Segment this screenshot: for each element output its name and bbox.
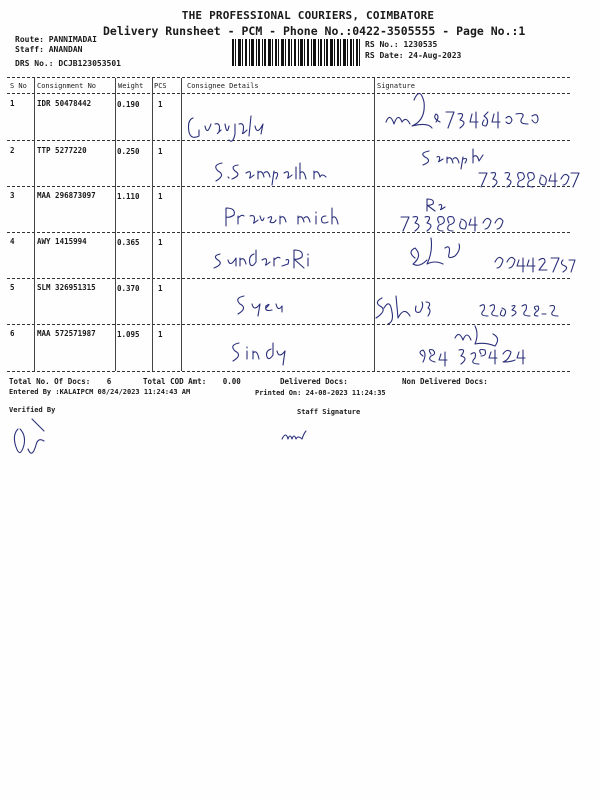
drs-value: DCJB123053501 [58,59,121,68]
table-top-rule [7,77,570,78]
column-divider [34,78,35,371]
cell-consignment: IDR 50478442 [37,99,92,108]
cell-weight: 1.095 [117,330,140,339]
cell-weight: 1.110 [117,192,140,201]
printed-on: Printed On: 24-08-2023 11:24:35 [255,389,386,397]
total-cod-label: Total COD Amt: [143,377,207,386]
signature-mark [380,82,560,140]
cell-consignment: SLM 326951315 [37,283,96,292]
column-divider [115,78,116,371]
col-header-consignment: Consignment No [37,82,97,90]
cell-pcs: 1 [158,100,163,109]
column-divider [152,78,153,371]
cell-pcs: 1 [158,284,163,293]
route-value: PANNIMADAI [48,35,97,44]
signature-mark [415,324,560,374]
consignee-handwriting [210,244,360,274]
signature-mark [405,234,575,279]
cell-sno: 2 [10,146,15,155]
cell-weight: 0.250 [117,147,140,156]
verified-signature [10,415,50,463]
cell-weight: 0.365 [117,238,140,247]
total-cod-value: 0.00 [222,377,241,386]
route-label: Route: [15,35,44,44]
staff-line [15,45,82,54]
staff-label: Staff: [15,45,44,54]
signature-mark [395,195,540,235]
consignee-handwriting [225,337,315,367]
staff-signature-label: Staff Signature [297,408,361,416]
total-docs-value: 6 [106,377,112,386]
route-line [15,35,97,44]
rs-no-line [365,40,437,49]
cell-consignment: MAA 296873097 [37,191,96,200]
consignee-handwriting [185,110,285,145]
barcode [232,39,360,66]
company-name: THE PROFESSIONAL COURIERS, COIMBATORE [181,9,435,22]
total-docs-label: Total No. Of Docs: [9,377,91,386]
col-header-signature: Signature [377,82,415,90]
consignee-handwriting [230,290,320,318]
signature-mark [370,288,560,328]
cell-consignment: TTP 5277220 [37,146,87,155]
drs-line [15,59,121,68]
col-header-sno: S No [10,82,27,90]
cell-pcs: 1 [158,192,163,201]
total-docs [9,377,111,386]
cell-consignment: AWY 1415994 [37,237,87,246]
non-delivered-docs-label: Non Delivered Docs: [402,377,488,386]
cell-pcs: 1 [158,238,163,247]
rs-date-line [365,51,461,60]
total-cod [143,377,241,386]
cell-sno: 6 [10,329,15,338]
consignee-handwriting [220,202,360,230]
col-header-pcs: PCS [154,82,167,90]
drs-label: DRS No.: [15,59,54,68]
row-divider [7,140,570,141]
column-divider [181,78,182,371]
cell-pcs: 1 [158,330,163,339]
cell-sno: 5 [10,283,15,292]
rs-date-value: 24-Aug-2023 [408,51,462,60]
cell-consignment: MAA 572571987 [37,329,96,338]
signature-mark [415,145,585,190]
delivered-docs-label: Delivered Docs: [280,377,348,386]
consignee-handwriting [210,157,340,187]
runsheet-title: Delivery Runsheet - PCM - Phone No.:0422-3505555 - Page No.:1 [103,24,526,38]
cell-sno: 1 [10,99,15,108]
cell-sno: 4 [10,237,15,246]
cell-weight: 0.370 [117,284,140,293]
rs-no-value: 1230535 [403,40,438,49]
col-header-weight: Weight [118,82,144,90]
cell-sno: 3 [10,191,15,200]
verified-by-label: Verified By [9,406,56,414]
rs-date-label: RS Date: [365,51,404,60]
cell-weight: 0.190 [117,100,140,109]
col-header-consignee: Consignee Details [187,82,259,90]
staff-signature-mark [280,427,310,445]
rs-no-label: RS No.: [365,40,399,49]
entered-by: Entered By :KALAIPCM 08/24/2023 11:24:43 AM [9,388,191,396]
staff-value: ANANDAN [48,45,83,54]
cell-pcs: 1 [158,147,163,156]
